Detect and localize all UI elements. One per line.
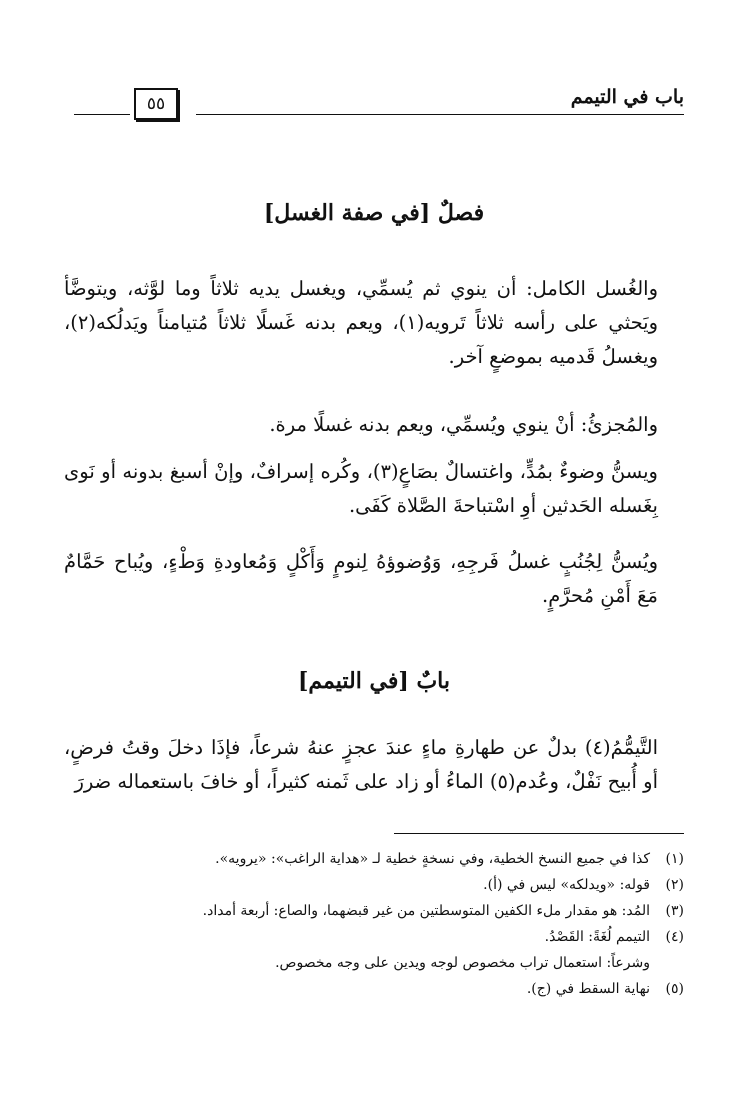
footnote-separator	[394, 833, 684, 834]
footnote-item	[64, 924, 684, 950]
header-rule	[196, 114, 684, 115]
page-number: ٥٥	[146, 94, 166, 114]
paragraph-2	[64, 408, 684, 442]
page-number-box	[134, 88, 178, 120]
footnote-text: كذا في جميع النسخ الخطية، وفي نسخةٍ خطية لـ «هداية الراغب»: «يرويه».	[215, 851, 650, 867]
footnotes	[64, 846, 684, 1002]
footnote-text: وشرعاً: استعمال تراب مخصوص لوجه ويدين على وجه مخصوص.	[275, 955, 650, 971]
paragraph-text: ويسنُّ وضوءٌ بمُدٍّ، واغتسالٌ بصَاعٍ(٣)، وكُره إسرافٌ، وإنْ أسبغ بدونه أو نَوى بِغَسله الحَدثين أوِ اسْتباحةَ الصَّلاة كَفَى.	[64, 460, 658, 517]
footnote-text: التيمم لُغَةً: القَصْدُ.	[544, 929, 650, 945]
footnote-item	[64, 846, 684, 872]
footnote-number: (٥)	[665, 981, 684, 997]
footnote-number: (٢)	[665, 877, 684, 893]
footnote-text: قوله: «ويدلكه» ليس في (أ).	[483, 877, 650, 893]
footnote-item	[64, 872, 684, 898]
paragraph-text: والمُجزئُ: أنْ ينوي ويُسمِّي، ويعم بدنه غسلًا مرة.	[269, 413, 658, 436]
running-header-title: باب في التيمم	[570, 86, 684, 108]
footnote-number: (٣)	[665, 903, 684, 919]
footnote-continuation	[64, 950, 684, 976]
footnote-item	[64, 976, 684, 1002]
footnote-number: (٤)	[665, 929, 684, 945]
paragraph-3	[64, 455, 684, 523]
paragraph-text: التَّيمُّمُ(٤) بدلٌ عن طهارةِ ماءٍ عندَ عجزٍ عنهُ شرعاً، فإذَا دخلَ وقتُ فرضٍ، أو أُبيح نَفْلٌ، وعُدم(٥) الماءُ أو زاد على ثَمنه كثيراً، أو خافَ باستعماله ضررَ	[64, 736, 658, 793]
section-heading-fasl: فصلٌ [في صفة الغسل]	[263, 200, 485, 226]
footnote-number: (١)	[665, 851, 684, 867]
footnote-item	[64, 898, 684, 924]
paragraph-5	[64, 731, 684, 799]
section-heading-bab: بابٌ [في التيمم]	[298, 668, 450, 694]
footnote-text: نهاية السقط في (ج).	[526, 981, 650, 997]
paragraph-text: والغُسل الكامل: أن ينوي ثم يُسمِّي، ويغسل يديه ثلاثاً وما لوَّثه، ويتوضَّأ ويَحثي على رأسه ثلاثاً تَرويه(١)، ويعم بدنه غَسلًا ثلاثاً مُتيامناً ويَدلُكه(٢)، ويغسلُ قَدميه بموضعٍ آخر.	[64, 277, 659, 368]
paragraph-4	[64, 545, 684, 613]
paragraph-1	[64, 272, 684, 374]
footnote-text: المُد: هو مقدار ملء الكفين المتوسطتين من غير قبضهما، والصاع: أربعة أمداد.	[202, 903, 650, 919]
header-rule-left	[74, 114, 130, 115]
paragraph-text: ويُسنُّ لِجُنُبٍ غسلُ فَرجِهِ، وَوُضوؤهُ لِنومٍ وَأَكْلٍ وَمُعاودةِ وَطْءٍ، ويُباح حَمَّامٌ مَعَ أَمْنِ مُحرَّمٍ.	[64, 550, 658, 607]
